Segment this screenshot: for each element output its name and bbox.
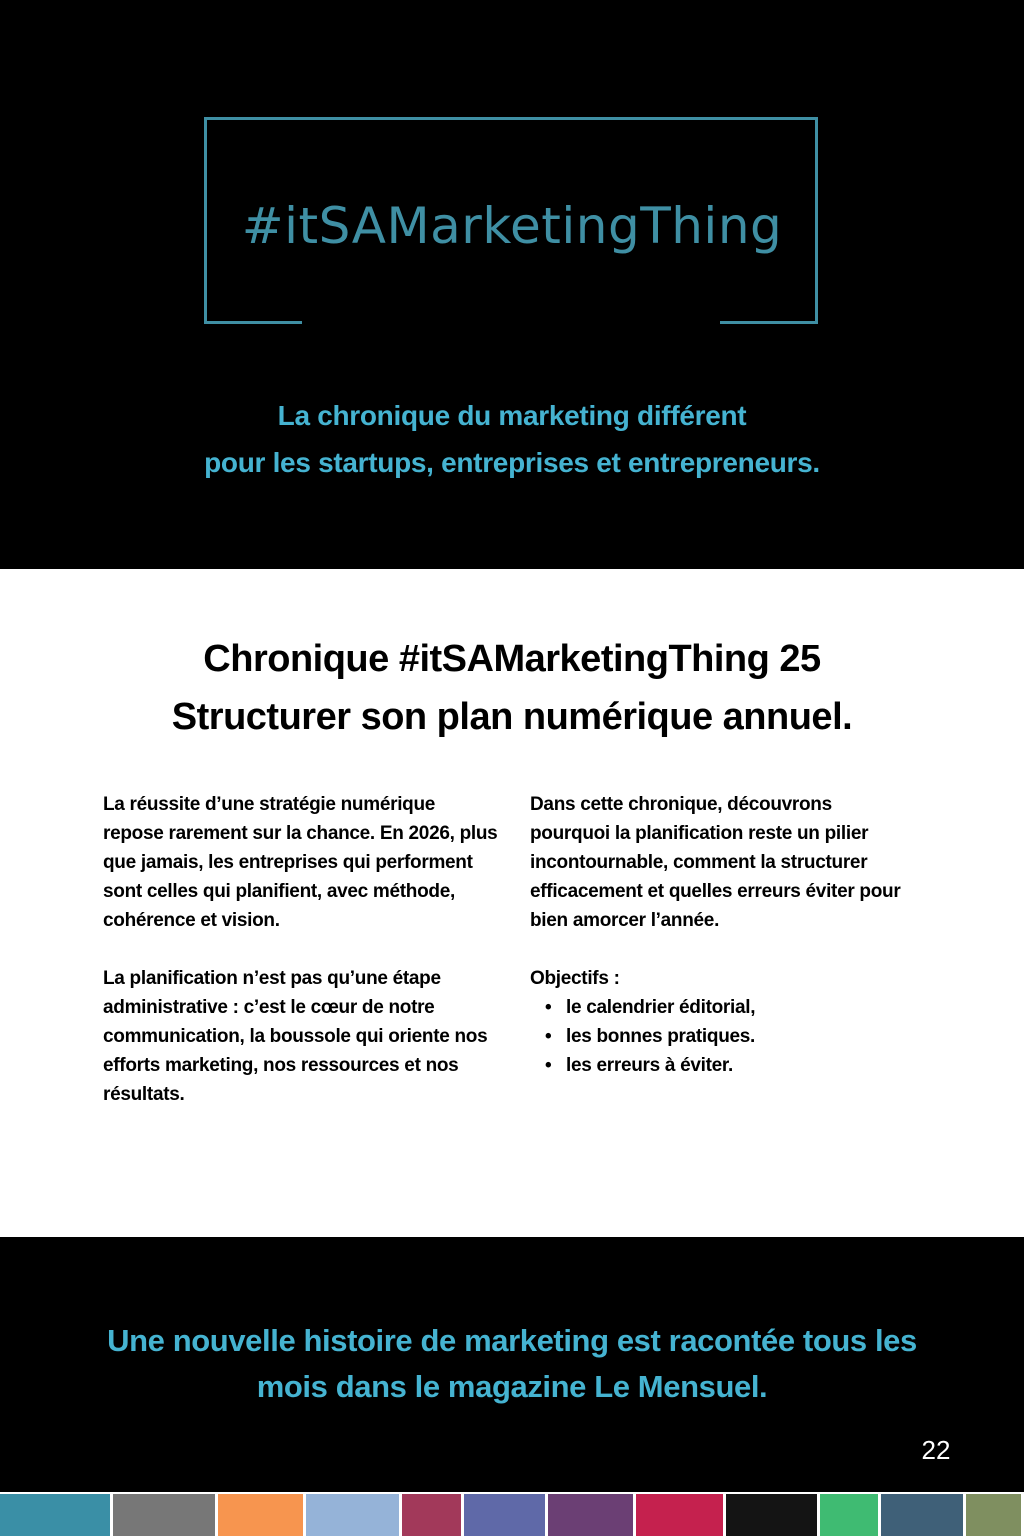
list-item xyxy=(530,993,910,1022)
color-swatch xyxy=(966,1494,1021,1536)
header-band xyxy=(0,0,1024,569)
color-swatch xyxy=(218,1494,303,1536)
color-swatch xyxy=(548,1494,633,1536)
objective-text: les bonnes pratiques. xyxy=(566,1026,756,1047)
page-number: 22 xyxy=(921,1435,951,1465)
article-title xyxy=(0,630,1024,746)
color-swatch xyxy=(636,1494,723,1536)
bullet-icon: • xyxy=(545,1055,552,1076)
tagline-line-1: La chronique du marketing différent xyxy=(277,400,747,431)
list-item xyxy=(530,1022,910,1051)
right-column xyxy=(530,790,910,1080)
color-swatch xyxy=(402,1494,461,1536)
article-title-line-1: Chronique #itSAMarketingThing 25 xyxy=(203,638,821,680)
objectives-list xyxy=(530,993,910,1080)
tagline xyxy=(0,392,1024,486)
footer-message xyxy=(0,1318,1024,1410)
objective-text: les erreurs à éviter. xyxy=(566,1055,733,1076)
color-swatch xyxy=(464,1494,545,1536)
color-swatch xyxy=(306,1494,399,1536)
bullet-icon: • xyxy=(545,1026,552,1047)
intro-paragraph: La réussite d’une stratégie numérique repose rarement sur la chance. En 2026, plus que jamais, les entreprises qui performent sont celles qui planifient, avec méthode, cohérence et vision. xyxy=(103,794,498,931)
tagline-line-2: pour les startups, entreprises et entrepreneurs. xyxy=(204,447,820,478)
color-swatch xyxy=(820,1494,878,1536)
color-swatch xyxy=(0,1494,110,1536)
color-swatch xyxy=(881,1494,963,1536)
list-item xyxy=(530,1051,910,1080)
objectives-label: Objectifs : xyxy=(530,968,620,989)
chronicle-paragraph: Dans cette chronique, découvrons pourquoi la planification reste un pilier incontournable, comment la structurer efficacement et quelles erreurs éviter pour bien amorcer l’année. xyxy=(530,794,901,931)
color-swatch xyxy=(726,1494,817,1536)
footer-message-line-1: Une nouvelle histoire de marketing est racontée tous les xyxy=(107,1323,917,1358)
objective-text: le calendrier éditorial, xyxy=(566,997,756,1018)
color-swatch xyxy=(113,1494,215,1536)
bullet-icon: • xyxy=(545,997,552,1018)
article-title-line-2: Structurer son plan numérique annuel. xyxy=(171,696,853,738)
color-swatch-strip xyxy=(0,1492,1024,1536)
left-column xyxy=(103,790,498,1138)
logo-text: #itSAMarketingThing xyxy=(241,197,783,255)
planning-paragraph: La planification n’est pas qu’une étape administrative : c’est le cœur de notre communication, la boussole qui oriente nos efforts marketing, nos ressources et nos résultats. xyxy=(103,968,488,1105)
footer-message-line-2: mois dans le magazine Le Mensuel. xyxy=(256,1369,768,1404)
